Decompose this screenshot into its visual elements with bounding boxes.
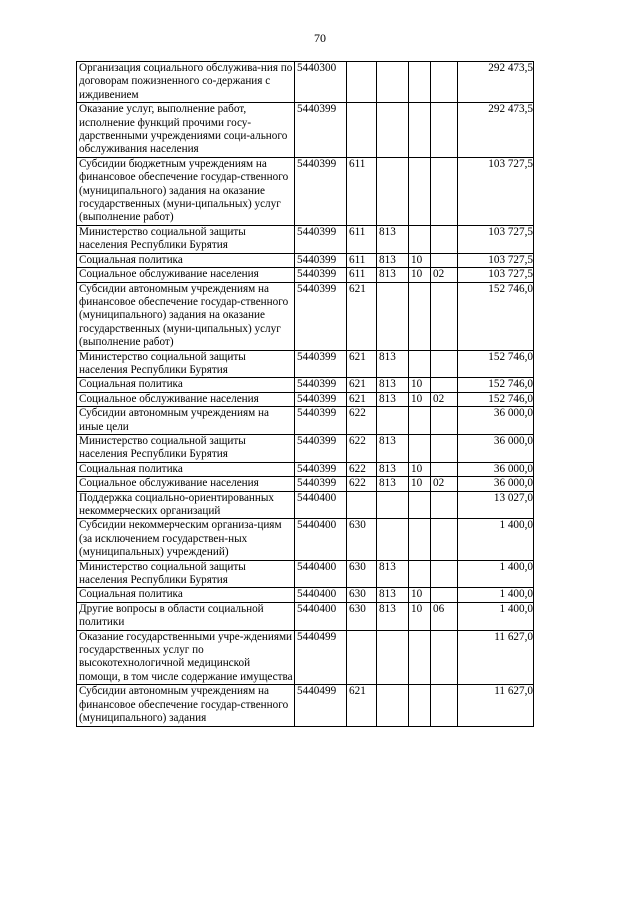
expense-type-cell	[347, 491, 377, 519]
row-name-cell: Субсидии некоммерческим организа-циям (за исключением государствен-ных (муниципальных) учреждений)	[77, 519, 295, 560]
section-cell	[409, 103, 431, 158]
target-article-cell: 5440399	[295, 350, 347, 378]
ministry-code-cell: 813	[377, 392, 409, 406]
table-row	[77, 392, 534, 406]
table-row	[77, 103, 534, 158]
amount-cell: 103 727,5	[458, 253, 534, 267]
section-cell	[409, 519, 431, 560]
table-row	[77, 350, 534, 378]
ministry-code-cell	[377, 630, 409, 685]
amount-cell: 292 473,5	[458, 62, 534, 103]
amount-cell: 1 400,0	[458, 519, 534, 560]
subsection-cell	[431, 103, 458, 158]
amount-cell: 1 400,0	[458, 588, 534, 602]
section-cell	[409, 630, 431, 685]
section-cell: 10	[409, 462, 431, 476]
target-article-cell: 5440400	[295, 588, 347, 602]
ministry-code-cell	[377, 157, 409, 225]
section-cell	[409, 350, 431, 378]
table-row	[77, 685, 534, 726]
amount-cell: 36 000,0	[458, 407, 534, 435]
target-article-cell: 5440400	[295, 519, 347, 560]
table-row	[77, 491, 534, 519]
amount-cell: 103 727,5	[458, 225, 534, 253]
row-name-cell: Министерство социальной защиты населения Республики Бурятия	[77, 350, 295, 378]
section-cell: 10	[409, 588, 431, 602]
target-article-cell: 5440399	[295, 378, 347, 392]
ministry-code-cell	[377, 491, 409, 519]
expense-type-cell: 621	[347, 392, 377, 406]
table-row	[77, 225, 534, 253]
ministry-code-cell: 813	[377, 560, 409, 588]
target-article-cell: 5440400	[295, 560, 347, 588]
target-article-cell: 5440399	[295, 392, 347, 406]
subsection-cell: 02	[431, 392, 458, 406]
table-row	[77, 630, 534, 685]
target-article-cell: 5440399	[295, 157, 347, 225]
target-article-cell: 5440399	[295, 225, 347, 253]
amount-cell: 152 746,0	[458, 282, 534, 350]
section-cell: 10	[409, 253, 431, 267]
budget-table	[76, 61, 534, 727]
expense-type-cell: 630	[347, 602, 377, 630]
row-name-cell: Субсидии автономным учреждениям на финансовое обеспечение государ-ственного (муниципального) задания на оказание государственных (муни-ципальных) услуг (выполнение работ)	[77, 282, 295, 350]
table-row	[77, 602, 534, 630]
expense-type-cell: 621	[347, 282, 377, 350]
table-row	[77, 462, 534, 476]
section-cell: 10	[409, 602, 431, 630]
row-name-cell: Субсидии автономным учреждениям на иные цели	[77, 407, 295, 435]
amount-cell: 11 627,0	[458, 630, 534, 685]
table-row	[77, 434, 534, 462]
row-name-cell: Социальная политика	[77, 253, 295, 267]
target-article-cell: 5440399	[295, 268, 347, 282]
section-cell	[409, 407, 431, 435]
amount-cell: 1 400,0	[458, 560, 534, 588]
expense-type-cell: 622	[347, 462, 377, 476]
subsection-cell	[431, 253, 458, 267]
target-article-cell: 5440499	[295, 685, 347, 726]
subsection-cell	[431, 434, 458, 462]
table-row	[77, 588, 534, 602]
ministry-code-cell: 813	[377, 378, 409, 392]
ministry-code-cell: 813	[377, 253, 409, 267]
row-name-cell: Министерство социальной защиты населения Республики Бурятия	[77, 560, 295, 588]
expense-type-cell: 611	[347, 268, 377, 282]
ministry-code-cell	[377, 103, 409, 158]
amount-cell: 152 746,0	[458, 378, 534, 392]
target-article-cell: 5440399	[295, 103, 347, 158]
section-cell	[409, 491, 431, 519]
amount-cell: 152 746,0	[458, 350, 534, 378]
subsection-cell	[431, 685, 458, 726]
amount-cell: 13 027,0	[458, 491, 534, 519]
ministry-code-cell	[377, 519, 409, 560]
row-name-cell: Социальное обслуживание населения	[77, 392, 295, 406]
ministry-code-cell: 813	[377, 268, 409, 282]
table-row	[77, 477, 534, 491]
section-cell: 10	[409, 378, 431, 392]
section-cell	[409, 157, 431, 225]
expense-type-cell: 630	[347, 560, 377, 588]
target-article-cell: 5440399	[295, 477, 347, 491]
amount-cell: 36 000,0	[458, 462, 534, 476]
subsection-cell	[431, 378, 458, 392]
row-name-cell: Министерство социальной защиты населения Республики Бурятия	[77, 434, 295, 462]
row-name-cell: Социальное обслуживание населения	[77, 268, 295, 282]
ministry-code-cell: 813	[377, 602, 409, 630]
ministry-code-cell: 813	[377, 477, 409, 491]
subsection-cell	[431, 282, 458, 350]
target-article-cell: 5440400	[295, 602, 347, 630]
row-name-cell: Оказание услуг, выполнение работ, исполнение функций прочими госу-дарственными учреждениями соци-ального обслуживания населения	[77, 103, 295, 158]
target-article-cell: 5440399	[295, 282, 347, 350]
table-row	[77, 282, 534, 350]
table-row	[77, 519, 534, 560]
section-cell	[409, 560, 431, 588]
table-row	[77, 62, 534, 103]
section-cell	[409, 434, 431, 462]
row-name-cell: Министерство социальной защиты населения Республики Бурятия	[77, 225, 295, 253]
ministry-code-cell: 813	[377, 434, 409, 462]
subsection-cell	[431, 157, 458, 225]
ministry-code-cell: 813	[377, 462, 409, 476]
target-article-cell: 5440399	[295, 407, 347, 435]
expense-type-cell: 621	[347, 350, 377, 378]
row-name-cell: Социальная политика	[77, 462, 295, 476]
table-row	[77, 560, 534, 588]
amount-cell: 152 746,0	[458, 392, 534, 406]
expense-type-cell	[347, 62, 377, 103]
section-cell: 10	[409, 392, 431, 406]
expense-type-cell: 611	[347, 253, 377, 267]
target-article-cell: 5440399	[295, 462, 347, 476]
section-cell	[409, 282, 431, 350]
expense-type-cell: 621	[347, 378, 377, 392]
expense-type-cell: 611	[347, 157, 377, 225]
row-name-cell: Другие вопросы в области социальной политики	[77, 602, 295, 630]
amount-cell: 36 000,0	[458, 477, 534, 491]
ministry-code-cell	[377, 685, 409, 726]
expense-type-cell: 630	[347, 588, 377, 602]
row-name-cell: Организация социального обслужива-ния по договорам пожизненного со-держания с иждивением	[77, 62, 295, 103]
ministry-code-cell	[377, 282, 409, 350]
target-article-cell: 5440399	[295, 253, 347, 267]
expense-type-cell: 622	[347, 477, 377, 491]
row-name-cell: Субсидии автономным учреждениям на финансовое обеспечение государ-ственного (муниципального) задания	[77, 685, 295, 726]
section-cell	[409, 62, 431, 103]
subsection-cell	[431, 350, 458, 378]
amount-cell: 103 727,5	[458, 268, 534, 282]
ministry-code-cell: 813	[377, 350, 409, 378]
subsection-cell	[431, 407, 458, 435]
subsection-cell	[431, 462, 458, 476]
subsection-cell	[431, 588, 458, 602]
expense-type-cell: 621	[347, 685, 377, 726]
row-name-cell: Социальная политика	[77, 378, 295, 392]
subsection-cell	[431, 225, 458, 253]
row-name-cell: Социальное обслуживание населения	[77, 477, 295, 491]
amount-cell: 103 727,5	[458, 157, 534, 225]
amount-cell: 1 400,0	[458, 602, 534, 630]
ministry-code-cell: 813	[377, 225, 409, 253]
budget-table-body	[77, 62, 534, 727]
subsection-cell	[431, 630, 458, 685]
expense-type-cell: 622	[347, 407, 377, 435]
table-row	[77, 268, 534, 282]
subsection-cell: 02	[431, 477, 458, 491]
amount-cell: 36 000,0	[458, 434, 534, 462]
row-name-cell: Субсидии бюджетным учреждениям на финансовое обеспечение государ-ственного (муниципального) задания на оказание государственных (муни-ципальных) услуг (выполнение работ)	[77, 157, 295, 225]
subsection-cell	[431, 491, 458, 519]
table-row	[77, 157, 534, 225]
section-cell	[409, 685, 431, 726]
section-cell: 10	[409, 268, 431, 282]
target-article-cell: 5440300	[295, 62, 347, 103]
expense-type-cell: 611	[347, 225, 377, 253]
ministry-code-cell	[377, 62, 409, 103]
subsection-cell: 02	[431, 268, 458, 282]
subsection-cell: 06	[431, 602, 458, 630]
page-number: 70	[314, 31, 326, 45]
ministry-code-cell	[377, 407, 409, 435]
target-article-cell: 5440400	[295, 491, 347, 519]
table-row	[77, 253, 534, 267]
section-cell: 10	[409, 477, 431, 491]
table-row	[77, 407, 534, 435]
table-row	[77, 378, 534, 392]
expense-type-cell	[347, 103, 377, 158]
expense-type-cell	[347, 630, 377, 685]
target-article-cell: 5440499	[295, 630, 347, 685]
row-name-cell: Социальная политика	[77, 588, 295, 602]
expense-type-cell: 622	[347, 434, 377, 462]
row-name-cell: Оказание государственными учре-ждениями государственных услуг по высокотехнологичной медицинской помощи, в том числе содержание имущества	[77, 630, 295, 685]
amount-cell: 11 627,0	[458, 685, 534, 726]
subsection-cell	[431, 62, 458, 103]
row-name-cell: Поддержка социально-ориентированных некоммерческих организаций	[77, 491, 295, 519]
expense-type-cell: 630	[347, 519, 377, 560]
target-article-cell: 5440399	[295, 434, 347, 462]
amount-cell: 292 473,5	[458, 103, 534, 158]
ministry-code-cell: 813	[377, 588, 409, 602]
section-cell	[409, 225, 431, 253]
subsection-cell	[431, 519, 458, 560]
subsection-cell	[431, 560, 458, 588]
